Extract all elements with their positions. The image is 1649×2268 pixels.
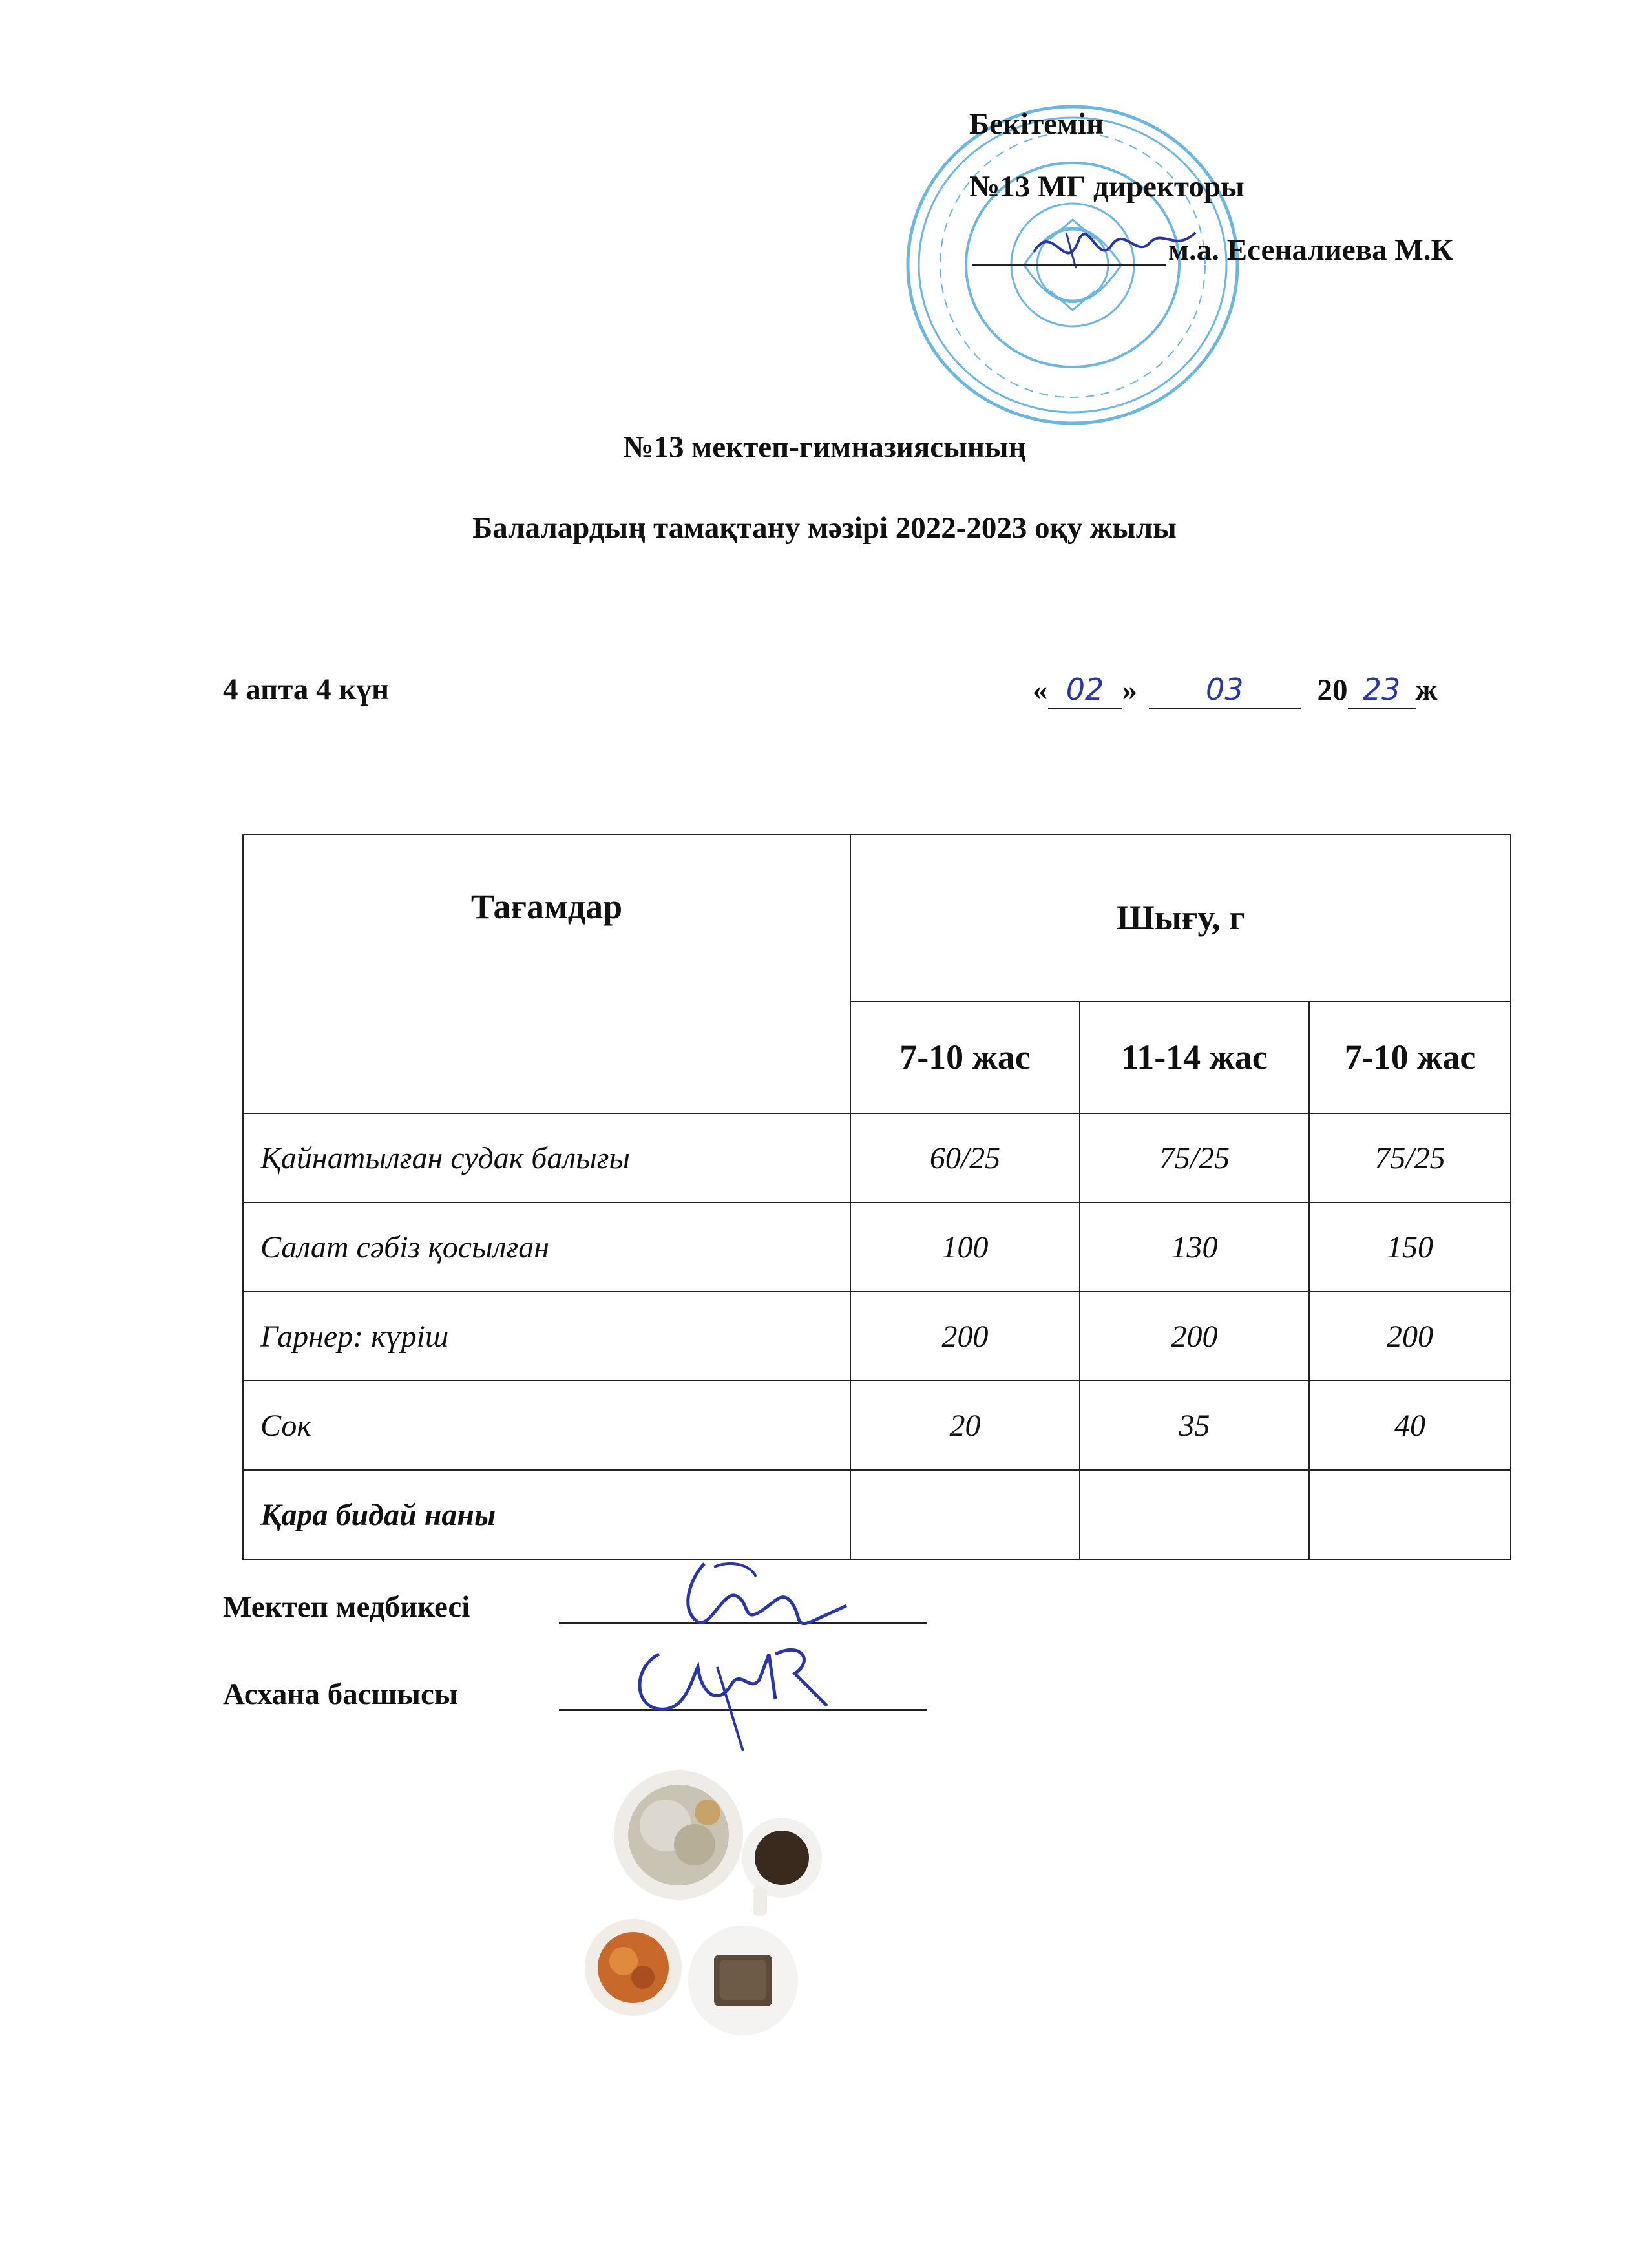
dish-value: 130 — [1080, 1202, 1309, 1292]
dish-value: 75/25 — [1309, 1113, 1511, 1202]
menu-title: Балалардың тамақтану мәзірі 2022-2023 оқу жылы — [472, 511, 1177, 545]
table-row — [243, 1470, 1511, 1559]
date-year-suffix: 23 — [1348, 672, 1416, 709]
dish-value: 200 — [1080, 1292, 1309, 1381]
dish-value: 40 — [1309, 1381, 1511, 1470]
dish-value: 150 — [1309, 1202, 1511, 1292]
header-age-2: 11-14 жас — [1080, 1002, 1309, 1113]
menu-table — [242, 834, 1511, 1560]
dish-name: Салат сәбіз қосылған — [243, 1202, 850, 1292]
header-dishes: Тағамдар — [243, 834, 850, 1113]
table-header-row — [243, 834, 1511, 1002]
canteen-signature — [620, 1628, 840, 1758]
date-close-quote: » — [1122, 673, 1137, 707]
school-title: №13 мектеп-гимназиясының — [623, 430, 1026, 464]
meal-photo — [582, 1767, 853, 2039]
date-year-mark: ж — [1415, 673, 1438, 707]
dish-value: 35 — [1080, 1381, 1309, 1470]
dish-value: 60/25 — [850, 1113, 1080, 1202]
dish-value: 75/25 — [1080, 1113, 1309, 1202]
date-month: 03 — [1149, 672, 1301, 709]
table-row — [243, 1202, 1511, 1292]
table-row — [243, 1381, 1511, 1470]
dish-name: Қара бидай наны — [243, 1470, 850, 1559]
dish-name: Гарнер: күріш — [243, 1292, 850, 1381]
date-open-quote: « — [1033, 673, 1048, 707]
dish-value: 200 — [1309, 1292, 1511, 1381]
header-output: Шығу, г — [850, 834, 1511, 1002]
canteen-label: Асхана басшысы — [223, 1677, 458, 1711]
dish-value — [1080, 1470, 1309, 1559]
date-year-prefix: 20 — [1317, 673, 1348, 707]
dish-value: 100 — [850, 1202, 1080, 1292]
approval-title: Бекітемін — [969, 107, 1104, 141]
dish-name: Қайнатылған судак балығы — [243, 1113, 850, 1202]
table-row — [243, 1113, 1511, 1202]
table-row — [243, 1292, 1511, 1381]
dish-value — [850, 1470, 1080, 1559]
dish-value — [1309, 1470, 1511, 1559]
nurse-label: Мектеп медбикесі — [223, 1590, 470, 1624]
date-field — [1033, 672, 1438, 709]
dish-value: 200 — [850, 1292, 1080, 1381]
approval-signature-line — [972, 264, 1166, 266]
date-day: 02 — [1048, 672, 1122, 709]
week-day: 4 апта 4 күн — [223, 673, 390, 706]
dish-value: 20 — [850, 1381, 1080, 1470]
approval-name: м.а. Есеналиева М.К — [1168, 233, 1453, 267]
dish-name: Сок — [243, 1381, 850, 1470]
header-age-3: 7-10 жас — [1309, 1002, 1511, 1113]
header-age-1: 7-10 жас — [850, 1002, 1080, 1113]
approval-position: №13 МГ директоры — [969, 170, 1245, 204]
